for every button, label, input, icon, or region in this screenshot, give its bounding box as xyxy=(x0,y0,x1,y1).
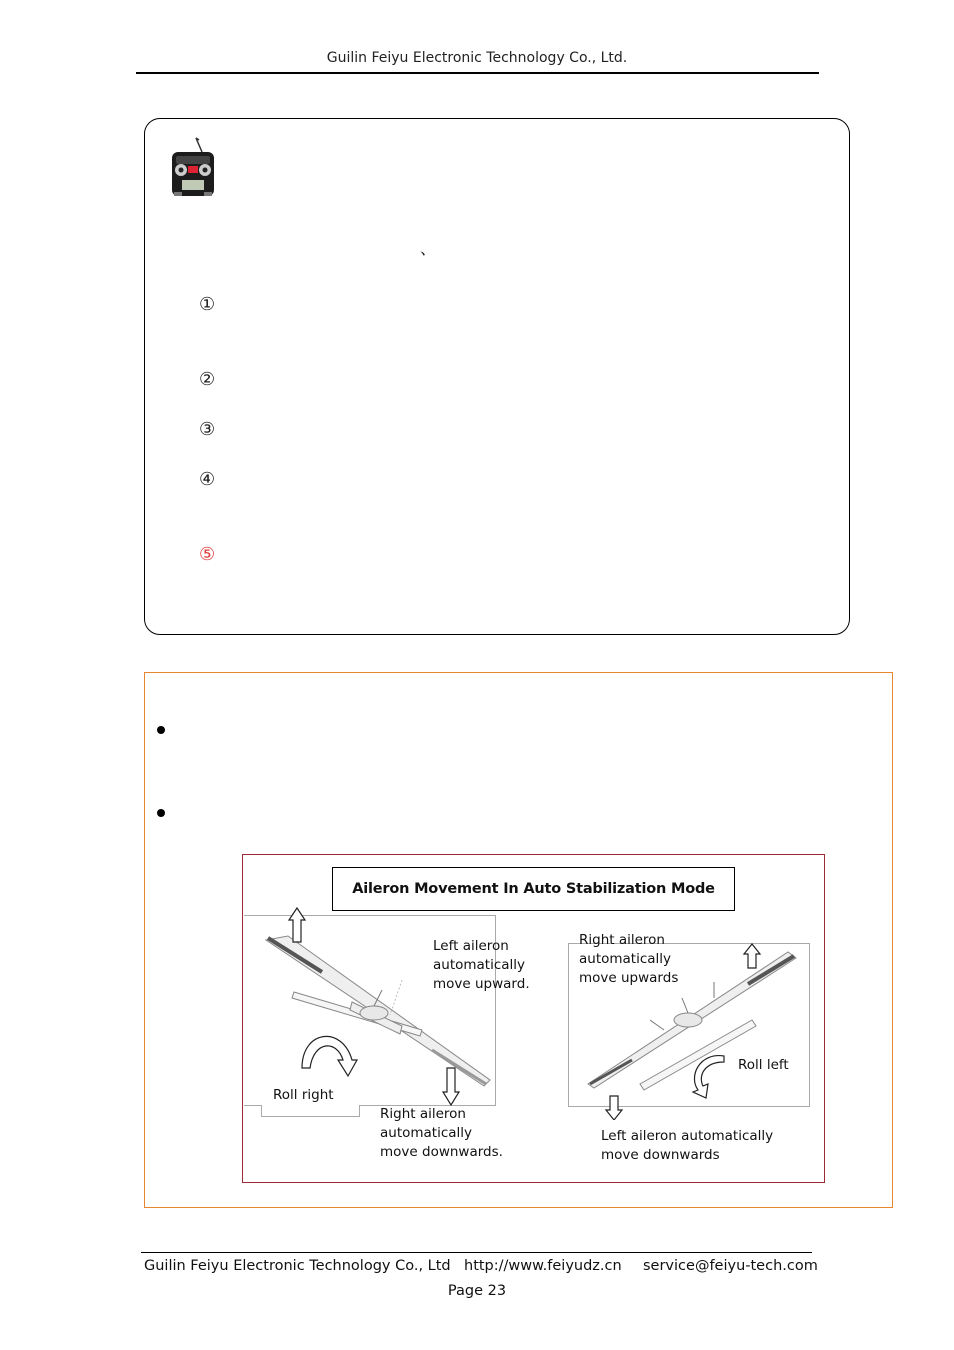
left-bottom-label: Right aileron automatically move downwards. xyxy=(380,1106,503,1160)
left-top-label: Left aileron automatically move upward. xyxy=(433,938,530,992)
page-number: Page 23 xyxy=(447,1283,507,1299)
header-rule xyxy=(136,72,819,74)
plane-illustrations xyxy=(252,900,812,1120)
aileron-up-arrow-left-icon xyxy=(289,908,305,942)
bullet-1 xyxy=(157,726,165,734)
right-bottom-label: Left aileron automatically move downwards xyxy=(601,1128,774,1163)
right-top-label: Right aileron automatically move upwards xyxy=(579,932,679,986)
aileron-down-arrow-right-icon xyxy=(606,1096,622,1120)
footer-url[interactable]: http://www.feiyudz.cn xyxy=(464,1258,622,1274)
aileron-up-arrow-right-icon xyxy=(744,944,760,968)
roll-right-arrow-icon xyxy=(302,1036,357,1076)
marker-5: ⑤ xyxy=(199,544,216,565)
footer-company: Guilin Feiyu Electronic Technology Co., Ltd xyxy=(144,1258,451,1274)
marker-3: ③ xyxy=(199,419,216,440)
diagram-title: Aileron Movement In Auto Stabilization Mode xyxy=(332,867,735,911)
bullet-2 xyxy=(157,809,165,817)
footer-rule xyxy=(141,1252,812,1253)
tick-mark: 、 xyxy=(420,239,437,258)
marker-1: ① xyxy=(199,294,216,315)
roll-left-label: Roll left xyxy=(738,1057,789,1073)
roll-left-arrow-icon xyxy=(693,1056,724,1098)
instruction-panel xyxy=(144,118,850,635)
radio-transmitter-icon xyxy=(166,136,218,200)
marker-4: ④ xyxy=(199,469,216,490)
roll-right-label: Roll right xyxy=(273,1087,334,1103)
header-company: Guilin Feiyu Electronic Technology Co., Ltd. xyxy=(326,50,628,66)
aileron-down-arrow-left-icon xyxy=(443,1068,459,1105)
marker-2: ② xyxy=(199,369,216,390)
footer-email[interactable]: service@feiyu-tech.com xyxy=(643,1258,818,1274)
